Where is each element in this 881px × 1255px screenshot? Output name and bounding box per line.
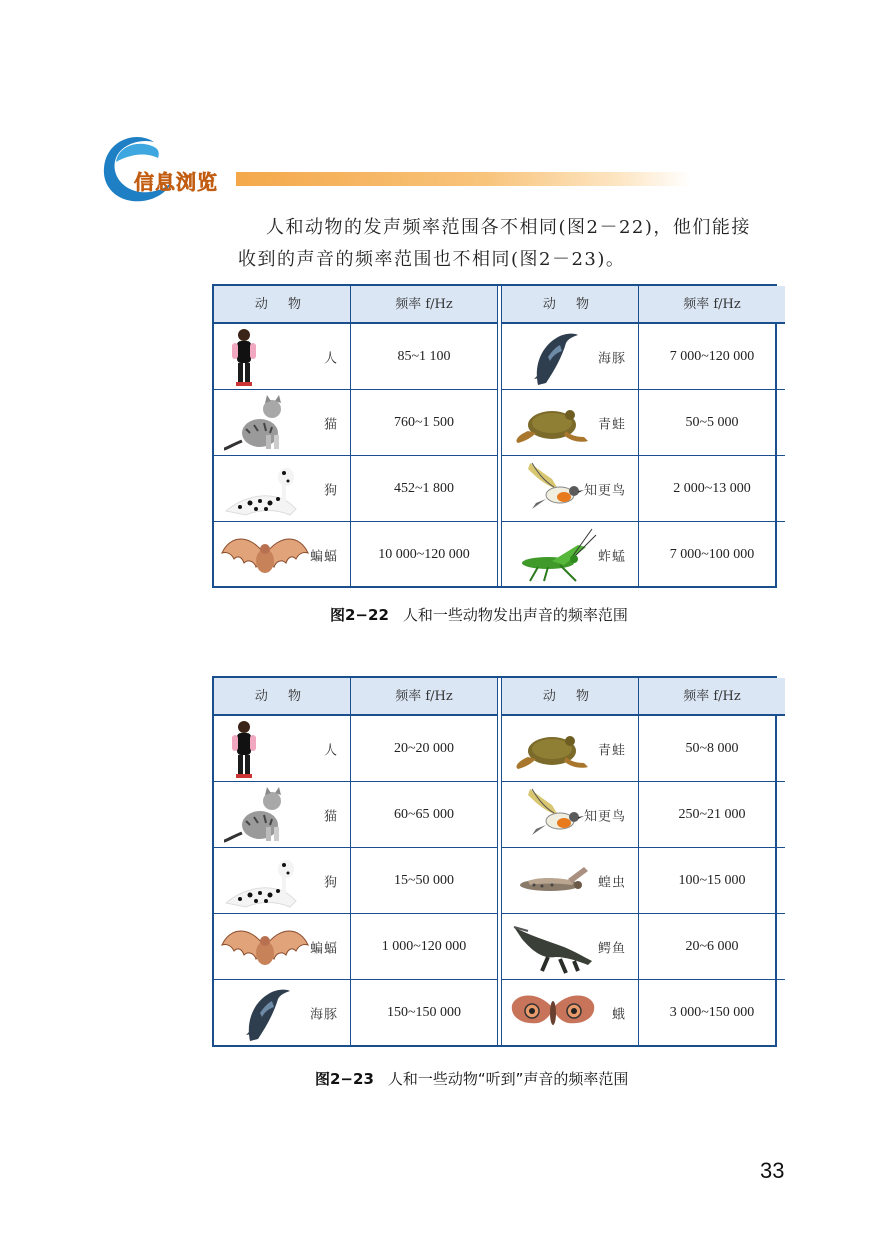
col-header-animal: 动 物 [502,678,639,716]
table-row [214,324,497,390]
table-emit-frequency [212,284,777,588]
animal-name: 知更鸟 [583,483,626,498]
col-header-frequency: 频率 f/Hz [395,689,453,704]
crocodile-icon [508,917,598,977]
frequency-value: 85~1 100 [397,348,451,364]
table-left-half [214,678,497,1045]
person-icon [220,327,310,387]
table-row [502,848,785,914]
table-left-half [214,286,497,586]
frequency-value: 15~50 000 [393,872,455,888]
animal-name: 蛾 [611,1007,626,1023]
figure-caption-2-22 [330,604,628,625]
animal-name: 海豚 [597,351,626,366]
dolphin-icon [508,327,598,387]
table-header-row [502,678,785,716]
moth-icon [508,983,598,1043]
frequency-value: 2 000~13 000 [673,480,751,496]
table-row [502,716,785,782]
animal-name: 青蛙 [597,743,626,758]
table-row [214,456,497,522]
header-gradient-bar [236,172,691,186]
col-header-frequency: 频率 f/Hz [395,297,453,312]
caption-number: 图2−23 [315,1070,374,1088]
table-row [502,980,785,1046]
table-header-row [502,286,785,324]
frequency-value: 150~150 000 [386,1005,462,1020]
col-header-animal: 动 物 [502,286,639,324]
animal-name: 蚱蜢 [597,549,626,565]
animal-name: 鳄鱼 [597,941,626,956]
animal-name: 猫 [323,417,338,432]
frequency-value: 760~1 500 [393,414,455,430]
figure-caption-2-23 [315,1068,628,1089]
table-row [214,390,497,456]
animal-name: 狗 [323,483,338,498]
caption-text: 人和一些动物“听到”声音的频率范围 [387,1070,629,1088]
animal-name: 蝗虫 [597,875,626,890]
table-right-half [502,678,785,1045]
animal-name: 人 [323,743,338,758]
intro-line-1: 人和动物的发声频率范围各不相同(图2－22)，他们能接 [266,217,751,238]
locust-icon [508,851,598,911]
frequency-value: 1 000~120 000 [381,938,467,954]
animal-name: 狗 [323,875,338,890]
col-header-animal: 动 物 [214,678,351,716]
dog-icon [220,851,310,911]
animal-name: 人 [323,351,338,366]
grasshopper-icon [508,525,598,585]
intro-paragraph [238,212,778,276]
frequency-value: 20~6 000 [685,938,739,954]
bat-icon [220,525,310,585]
animal-name: 海豚 [309,1007,338,1023]
table-header-row [214,286,497,324]
frequency-value: 7 000~120 000 [669,348,755,364]
col-header-animal: 动 物 [214,286,351,324]
table-right-half [502,286,785,586]
frequency-value: 452~1 800 [393,480,455,496]
frequency-value: 50~8 000 [685,740,739,756]
table-row [502,522,785,588]
dog-icon [220,459,310,519]
table-row [214,782,497,848]
section-title: 信息浏览 [134,170,218,194]
table-row [214,716,497,782]
frequency-value: 20~20 000 [393,740,455,756]
col-header-frequency: 频率 f/Hz [683,297,741,312]
frog-icon [508,393,598,453]
dolphin-icon [220,983,310,1043]
animal-name: 蝙蝠 [309,549,338,565]
table-header-row [214,678,497,716]
table-row [214,522,497,588]
frequency-value: 3 000~150 000 [669,1005,755,1020]
caption-number: 图2−22 [330,606,389,624]
animal-name: 知更鸟 [583,809,626,824]
table-hear-frequency [212,676,777,1047]
frequency-value: 100~15 000 [678,872,746,888]
frequency-value: 10 000~120 000 [378,547,470,562]
table-row [214,914,497,980]
cat-icon [220,785,310,845]
cat-icon [220,393,310,453]
animal-name: 猫 [323,809,338,824]
frequency-value: 250~21 000 [678,806,746,822]
table-row [502,782,785,848]
table-row [502,390,785,456]
table-row [214,848,497,914]
frog-icon [508,719,598,779]
table-row [502,456,785,522]
bat-icon [220,917,310,977]
frequency-value: 7 000~100 000 [669,547,755,562]
col-header-frequency: 频率 f/Hz [683,689,741,704]
animal-name: 青蛙 [597,417,626,432]
intro-line-2: 收到的声音的频率范围也不相同(图2－23)。 [238,249,626,270]
table-row [502,914,785,980]
section-header [96,128,606,208]
table-row [502,324,785,390]
page-number: 33 [760,1158,785,1183]
frequency-value: 50~5 000 [685,414,739,430]
person-icon [220,719,310,779]
frequency-value: 60~65 000 [393,806,455,822]
animal-name: 蝙蝠 [309,941,338,956]
caption-text: 人和一些动物发出声音的频率范围 [402,606,628,624]
table-row [214,980,497,1046]
